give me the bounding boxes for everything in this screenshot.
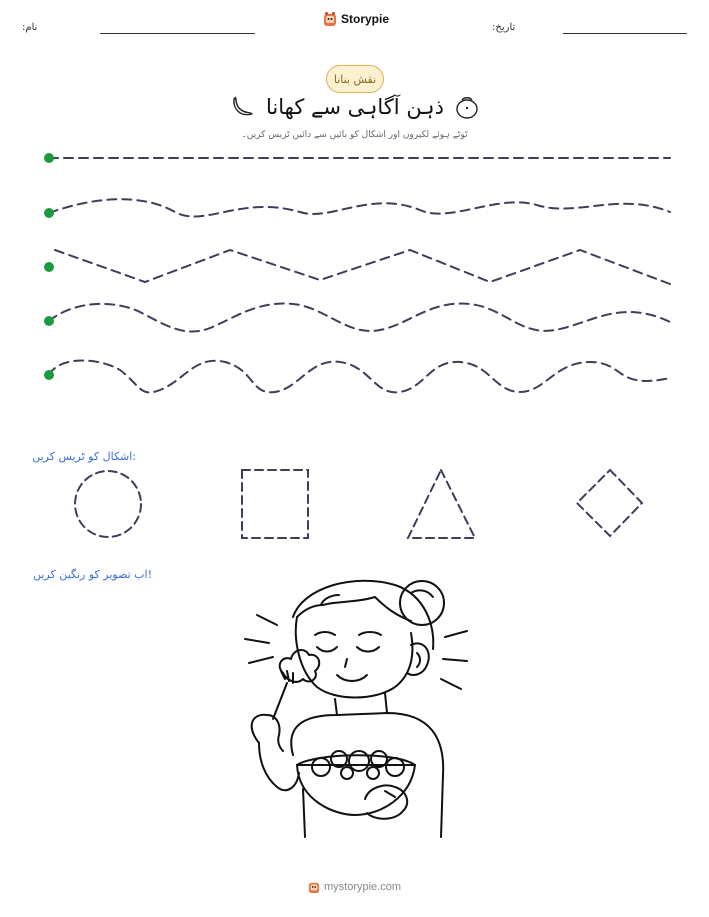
start-dot	[44, 262, 54, 272]
pot-icon	[454, 94, 480, 120]
trace-triangle[interactable]	[408, 470, 475, 538]
tracing-line-big-wave[interactable]	[49, 360, 670, 392]
start-dot	[44, 153, 54, 163]
instructions: ٹوٹے ہوئے لکیروں اور اشکال کو بائیں سے دائیں ٹریس کریں۔	[241, 130, 468, 140]
banana-icon	[230, 94, 256, 120]
trace-diamond[interactable]	[577, 470, 642, 536]
trace-square[interactable]	[242, 470, 308, 538]
tracing-line-zigzag[interactable]	[55, 250, 670, 284]
date-line[interactable]	[563, 33, 687, 34]
name-label: :نام	[22, 22, 38, 33]
tracing-shapes	[0, 462, 709, 552]
storypie-mascot-icon	[308, 880, 320, 894]
category-tag: نقش بنانا	[326, 65, 384, 93]
name-line[interactable]	[100, 33, 255, 34]
girl-eating-salad-illustration[interactable]	[235, 575, 475, 845]
page-title: ذہن آگاہی سے کھانا	[266, 95, 444, 119]
tracing-line-wave[interactable]	[49, 304, 670, 332]
coloring-section-label: !اب تصویر کو رنگین کریں	[32, 568, 152, 581]
start-dot	[44, 316, 54, 326]
shapes-section-label: :اشکال کو ٹریس کریں	[32, 450, 136, 463]
tracing-lines	[0, 140, 709, 400]
title-row	[220, 92, 490, 122]
brand-logo	[323, 11, 389, 27]
start-dot	[44, 370, 54, 380]
footer	[0, 880, 709, 894]
trace-circle[interactable]	[75, 471, 141, 537]
start-dot	[44, 208, 54, 218]
tracing-line-soft-wave[interactable]	[49, 199, 670, 216]
footer-url[interactable]: mystorypie.com	[323, 881, 402, 893]
date-label: :تاریخ	[492, 22, 516, 33]
storypie-mascot-icon	[323, 11, 337, 27]
brand-name: Storypie	[341, 12, 390, 26]
